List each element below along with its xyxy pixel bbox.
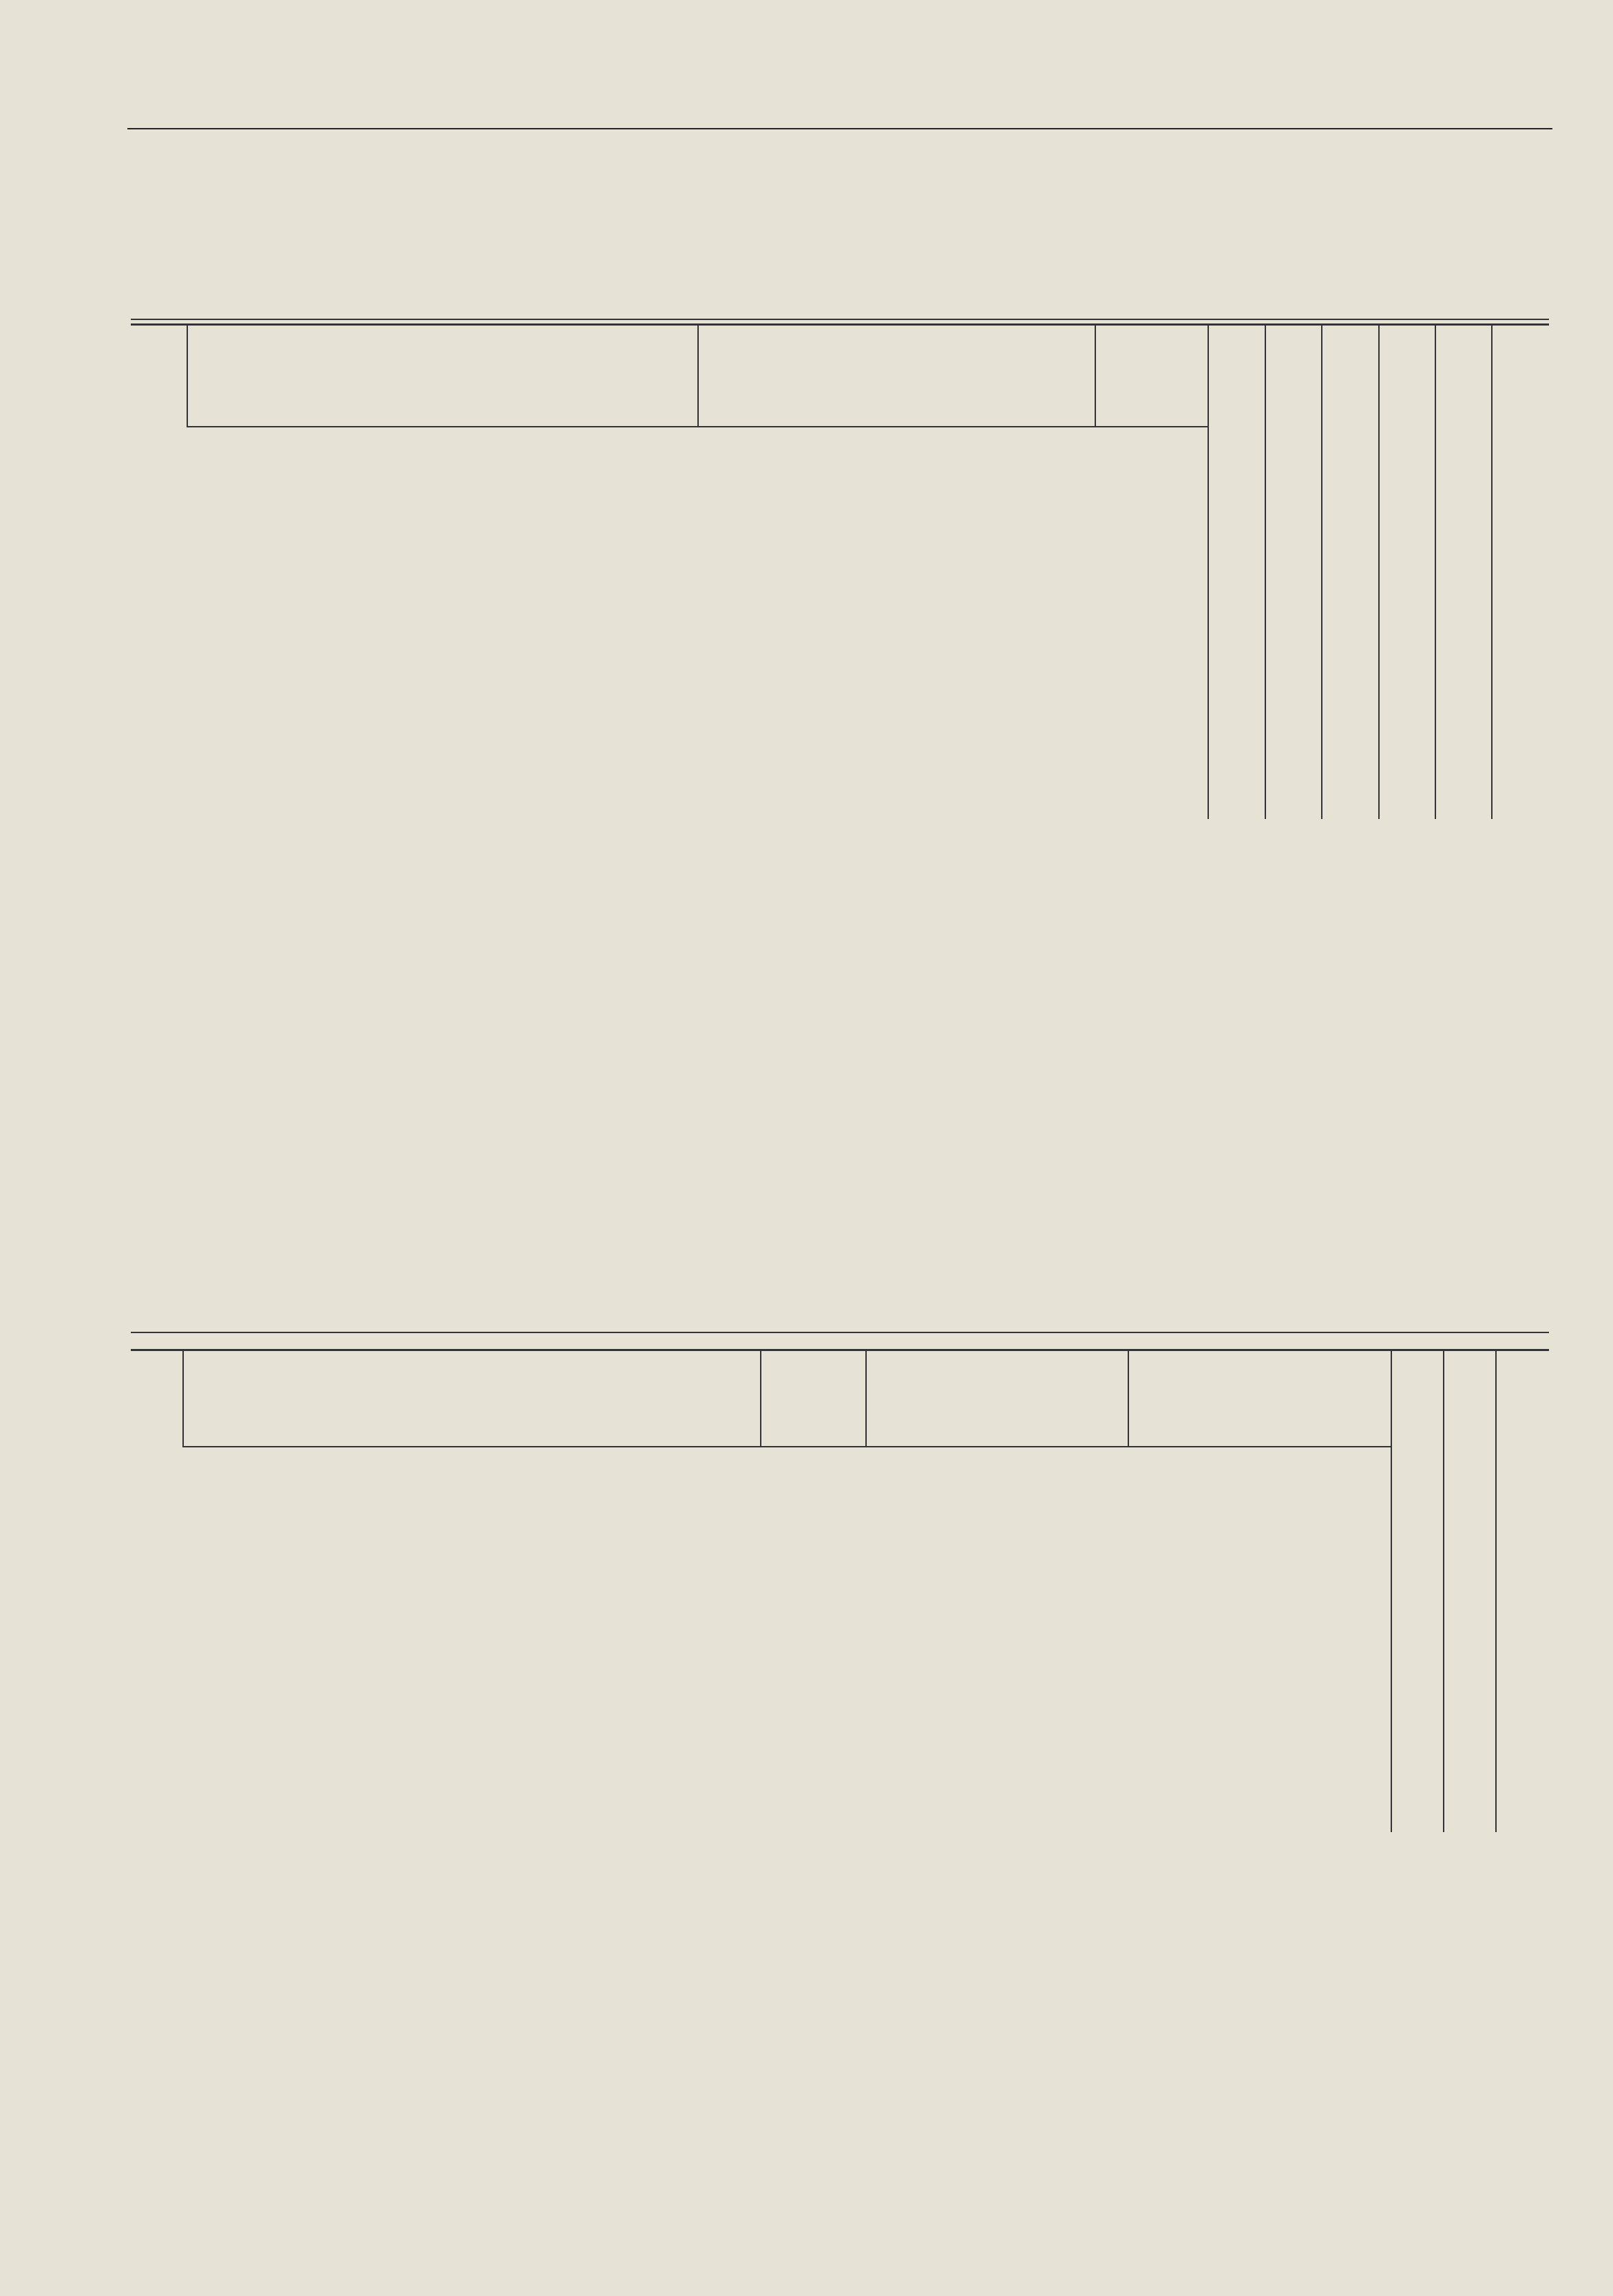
table1-top-rule: [131, 319, 1549, 320]
t2-col-header-24: [1444, 1350, 1496, 1832]
t1-col-header-18: [1208, 325, 1265, 819]
group-cleaned: [1128, 1350, 1391, 1447]
group-defective: [187, 325, 698, 427]
nuisances-found-table: [131, 323, 1549, 819]
t1-col-header-21: [1379, 325, 1435, 819]
month-column-header-2: [131, 1350, 183, 1832]
group-abolished: [866, 1350, 1128, 1447]
group-unhealthy: [698, 325, 1095, 427]
header-rule: [127, 128, 1552, 129]
month-column-header: [131, 325, 187, 819]
t2-col-header-25: [1496, 1350, 1549, 1832]
table2-top-rule: [131, 1332, 1549, 1333]
group-unhealthy-houses-2: [761, 1350, 866, 1447]
group-repaired: [183, 1350, 761, 1447]
t1-col-header-22: [1435, 325, 1492, 819]
t1-col-header-19: [1265, 325, 1322, 819]
nuisances-abated-table: [131, 1349, 1549, 1832]
group-unhealthy-houses: [1095, 325, 1209, 427]
t2-col-header-23: [1391, 1350, 1444, 1832]
t1-col-header-23: [1492, 325, 1549, 819]
t1-col-header-20: [1322, 325, 1378, 819]
